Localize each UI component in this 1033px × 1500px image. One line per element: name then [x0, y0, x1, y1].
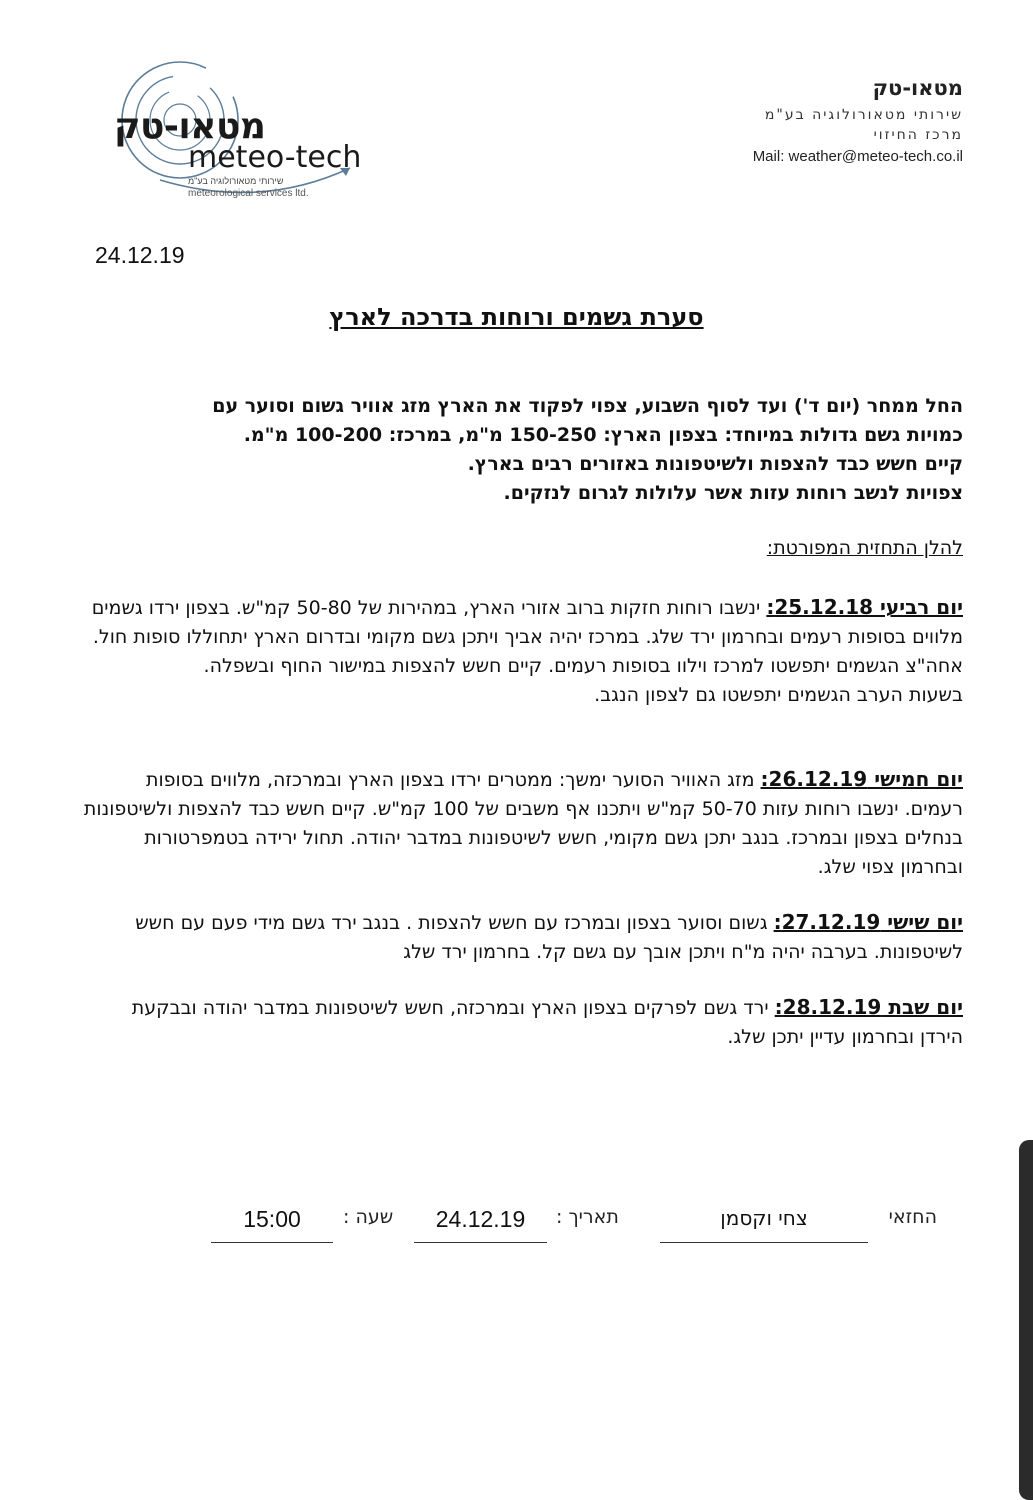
day-label: יום חמישי 26.12.19: [760, 767, 963, 791]
day-text: מזג האוויר הסוער ימשך: ממטרים ירדו בצפון הארץ ובמרכזה, מלווים בסופות רעמים. ינשבו רוחות עזות 50-70 קמ"ש ויתכנו אף משבים של 100 קמ"ש. קיים חשש כבד להצפות ולשיטפונות בנחלים בצפון ובמרכז. בנגב יתכן גשם מקומי, חשש לשיטפונות במדבר יהודה. תחול ירידה בטמפרטורות ובחרמון צפוי שלג. [83, 769, 963, 878]
forecaster-name-field: צחי וקסמן [660, 1206, 868, 1243]
day-forecast-thursday [83, 765, 963, 882]
day-label: יום שישי 27.12.19: [773, 910, 963, 934]
forecaster-label: החזאי [888, 1206, 937, 1228]
logo-english-text: meteo-tech [188, 140, 362, 175]
company-header [753, 76, 963, 167]
intro-line: החל ממחר (יום ד') ועד לסוף השבוע, צפוי לפקוד את הארץ מזג אוויר גשום וסוער עם [212, 395, 963, 417]
day-label: יום שבת 28.12.19: [774, 995, 963, 1019]
day-text: גשום וסוער בצפון ובמרכז עם חשש להצפות . בנגב ירד גשם מידי פעם עם חשש לשיטפונות. בערבה יהיה מ"ח ויתכן אובך עם גשם קל. בחרמון ירד שלג [135, 912, 963, 963]
logo-subtitle-english: meteorological services ltd. [188, 188, 309, 199]
date-field: 24.12.19 [414, 1206, 547, 1243]
company-email[interactable]: Mail: weather@meteo-tech.co.il [752, 148, 963, 165]
intro-paragraph [83, 392, 963, 508]
intro-line: כמויות גשם גדולות במיוחד: בצפון הארץ: 150-250 מ"מ, במרכז: 100-200 מ"מ. [243, 424, 963, 446]
intro-line: קיים חשש כבד להצפות ולשיטפונות באזורים רבים בארץ. [467, 453, 963, 475]
date-label: תאריך : [556, 1206, 619, 1228]
company-name: מטאו-טק [872, 76, 963, 100]
intro-line: צפויות לנשב רוחות עזות אשר עלולות לגרום לנזקים. [503, 482, 963, 504]
company-description: שירותי מטאורולוגיה בע"מ [764, 107, 963, 123]
detail-heading: להלן התחזית המפורטת: [766, 537, 963, 559]
scrollbar-thumb[interactable] [1019, 1140, 1033, 1500]
time-field: 15:00 [211, 1206, 333, 1243]
time-label: שעה : [343, 1206, 394, 1228]
day-forecast-friday [83, 908, 963, 967]
document-title-text: סערת גשמים ורוחות בדרכה לארץ [329, 303, 704, 331]
day-text: ינשבו רוחות חזקות ברוב אזורי הארץ, במהירות של 50-80 קמ"ש. בצפון ירדו גשמים מלווים בסופות רעמים ובחרמון ירד שלג. במרכז יהיה אביך ויתכן גשם מקומי ובדרום הארץ יתחוללו סופות חול. אחה"צ הגשמים יתפשטו למרכז וילוו בסופות רעמים. קיים חשש להצפות במישור החוף ובשפלה. [91, 597, 963, 677]
company-logo [100, 60, 390, 210]
logo-hebrew-text: מטאו-טק [114, 106, 266, 147]
document-title [0, 303, 1033, 331]
day-forecast-wednesday [83, 593, 963, 710]
document-date: 24.12.19 [95, 242, 185, 268]
day-text-evening: בשעות הערב הגשמים יתפשטו גם לצפון הנגב. [594, 684, 963, 706]
day-text: ירד גשם לפרקים בצפון הארץ ובמרכזה, חשש לשיטפונות במדבר יהודה ובבקעת הירדן ובחרמון עדיין יתכן שלג. [131, 997, 963, 1048]
day-forecast-saturday [83, 993, 963, 1052]
company-department: מרכז החיזוי [873, 127, 963, 143]
day-label: יום רביעי 25.12.18: [766, 595, 963, 619]
logo-subtitle-hebrew: שירותי מטאורולוגיה בע"מ [188, 176, 284, 186]
